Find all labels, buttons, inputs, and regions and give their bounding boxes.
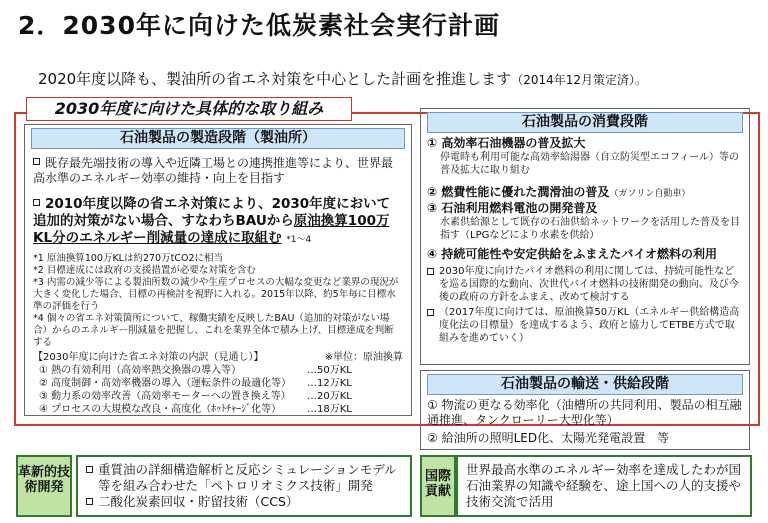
- item-2-small: （ガソリン自動車）: [609, 189, 691, 199]
- innovation-item: 二酸化炭素回収・貯留技術（CCS）: [86, 494, 402, 510]
- breakdown-row: ② 高度制御・高効率機器の導入（運転条件の最適化等） …12万KL: [39, 378, 352, 389]
- square-bullet-icon: [427, 309, 434, 316]
- bullet-1-text: 既存最先端技術の導入や近隣工場との連携推進等により、世界最高水準のエネルギー効率の維持・向上を目指す: [33, 156, 394, 185]
- innovation-box: [76, 455, 412, 517]
- transport-header: 石油製品の輸送・供給段階: [427, 374, 743, 395]
- bio-bullet: 2030年度に向けたバイオ燃料の利用に関しては、持続可能性などを巡る国際的な動向、次世代バイオ燃料の技術開発の動向、及び今後の政府の方針をふまえ、改めて検討する: [427, 265, 743, 304]
- subtitle-text: 2020年度以降も、製油所の省エネ対策を中心とした計画を推進します: [38, 70, 512, 88]
- square-bullet-icon: [427, 268, 434, 275]
- breakdown-title: 【2030年度に向けた省エネ対策の内訳（見通し）】: [33, 352, 264, 363]
- page-subtitle: [38, 68, 647, 89]
- breakdown-row: ④ プロセスの大規模な改良・高度化（ﾎｯﾄﾁｬｰｼﾞ化等） …18万KL: [39, 404, 352, 415]
- footnote-2: *2 目標達成には政府の支援措置が必要な対策を含む: [33, 265, 256, 276]
- square-bullet-icon: [33, 158, 40, 165]
- bullet-2-text-b: 原油換算100万KL分のエネルギー削減量の達成に取組む: [33, 213, 390, 246]
- breakdown-row: ① 熱の有効利用（高効率熱交換器の導入等） …50万KL: [39, 365, 352, 376]
- innovation-item: 重質油の詳細構造解析と反応シミュレーションモデル等を組み合わせた「ペトロリオミクス技術」開発: [86, 462, 402, 494]
- transport-item-1: ① 物流の更なる効率化（油槽所の共同利用、製品の相互融通推進、タンクローリー大型化等）: [427, 398, 742, 427]
- breakdown: [33, 351, 403, 416]
- bullet-2-ref: *1〜4: [286, 235, 312, 245]
- item-2-title: ② 燃費性能に優れた潤滑油の普及: [427, 185, 610, 199]
- consumption-item-1: [427, 136, 743, 177]
- consumption-item-2: [427, 181, 743, 200]
- intl-text: 世界最高水準のエネルギー効率を達成したわが国石油業界の知識や経験を、途上国への人的支援や技術交流で活用: [466, 462, 742, 509]
- item-3-title: ③ 石油利用燃料電池の開発普及: [427, 201, 598, 215]
- footnote-4: *4 個々の省エネ対策箇所について、稼働実績を反映したBAU（追加的対策がない場合）からのエネルギー削減量を把握し、これを業界全体で積み上げ、目標達成を判断する: [33, 313, 394, 348]
- transport-item-2: ② 給油所の照明LED化、太陽光発電設置 等: [427, 431, 670, 445]
- transport-items: [427, 398, 743, 446]
- manufacturing-bullet-2: [33, 196, 403, 249]
- page-title: 2．2030年に向けた低炭素社会実行計画: [18, 11, 500, 40]
- item-4-title: ④ 持続可能性や安定供給をふまえたバイオ燃料の利用: [427, 247, 717, 261]
- initiatives-tab: 2030年度に向けた具体的な取り組み: [26, 97, 352, 121]
- breakdown-unit: ※単位：原油換算: [324, 352, 403, 363]
- square-bullet-icon: [33, 199, 40, 206]
- bio-bullet: （2017年度に向けては、原油換算50万KL（エネルギー供給構造高度化法の目標量）を達成するよう、政府と協力してETBE方式で取組みを進めていく）: [427, 306, 743, 345]
- breakdown-row: ③ 動力系の効率改善（高効率モーターへの置き換え等） …20万KL: [39, 391, 352, 402]
- item-1-title: ① 高効率石油機器の普及拡大: [427, 136, 586, 150]
- footnotes: [33, 253, 403, 349]
- intl-box: [456, 455, 752, 517]
- consumption-item-4: [427, 247, 743, 262]
- intl-tag: 国際貢献: [420, 455, 456, 517]
- footnote-1: *1 原油換算100万KLは約270万tCO2に相当: [33, 253, 223, 264]
- innovation-tag: 革新的技術開発: [16, 455, 72, 517]
- consumption-header: 石油製品の消費段階: [427, 112, 743, 133]
- consumption-item-3: [427, 201, 743, 242]
- item-3-body: 水素供給源として既存の石油供給ネットワークを活用した普及を目指す（LPGなどにより水素を供給）: [440, 217, 740, 241]
- manufacturing-panel: [24, 124, 412, 416]
- manufacturing-header: 石油製品の製造段階（製油所）: [31, 128, 405, 149]
- transport-panel: [420, 370, 750, 450]
- subtitle-note: （2014年12月策定済）。: [511, 73, 647, 87]
- item-1-body: 停電時も利用可能な高効率給湯器（自立防災型エコフィール）等の普及拡大に取り組む: [440, 152, 739, 176]
- consumption-panel: [420, 108, 750, 365]
- footnote-3: *3 内需の減少等による製油所数の減少や生産プロセスの大幅な変更など業界の現況が大きく変化した場合、目標の再検討を視野に入れる。2015年以降、約5年毎に目標水準の評価を行う: [33, 277, 399, 312]
- square-bullet-icon: [86, 466, 93, 473]
- bio-bullets: [427, 265, 743, 345]
- square-bullet-icon: [86, 498, 93, 505]
- bullet-2-text-a: 2010年度以降の省エネ対策により、2030年度において追加的対策がない場合、すなわちBAUから: [33, 196, 391, 229]
- manufacturing-bullet-1: [33, 156, 403, 186]
